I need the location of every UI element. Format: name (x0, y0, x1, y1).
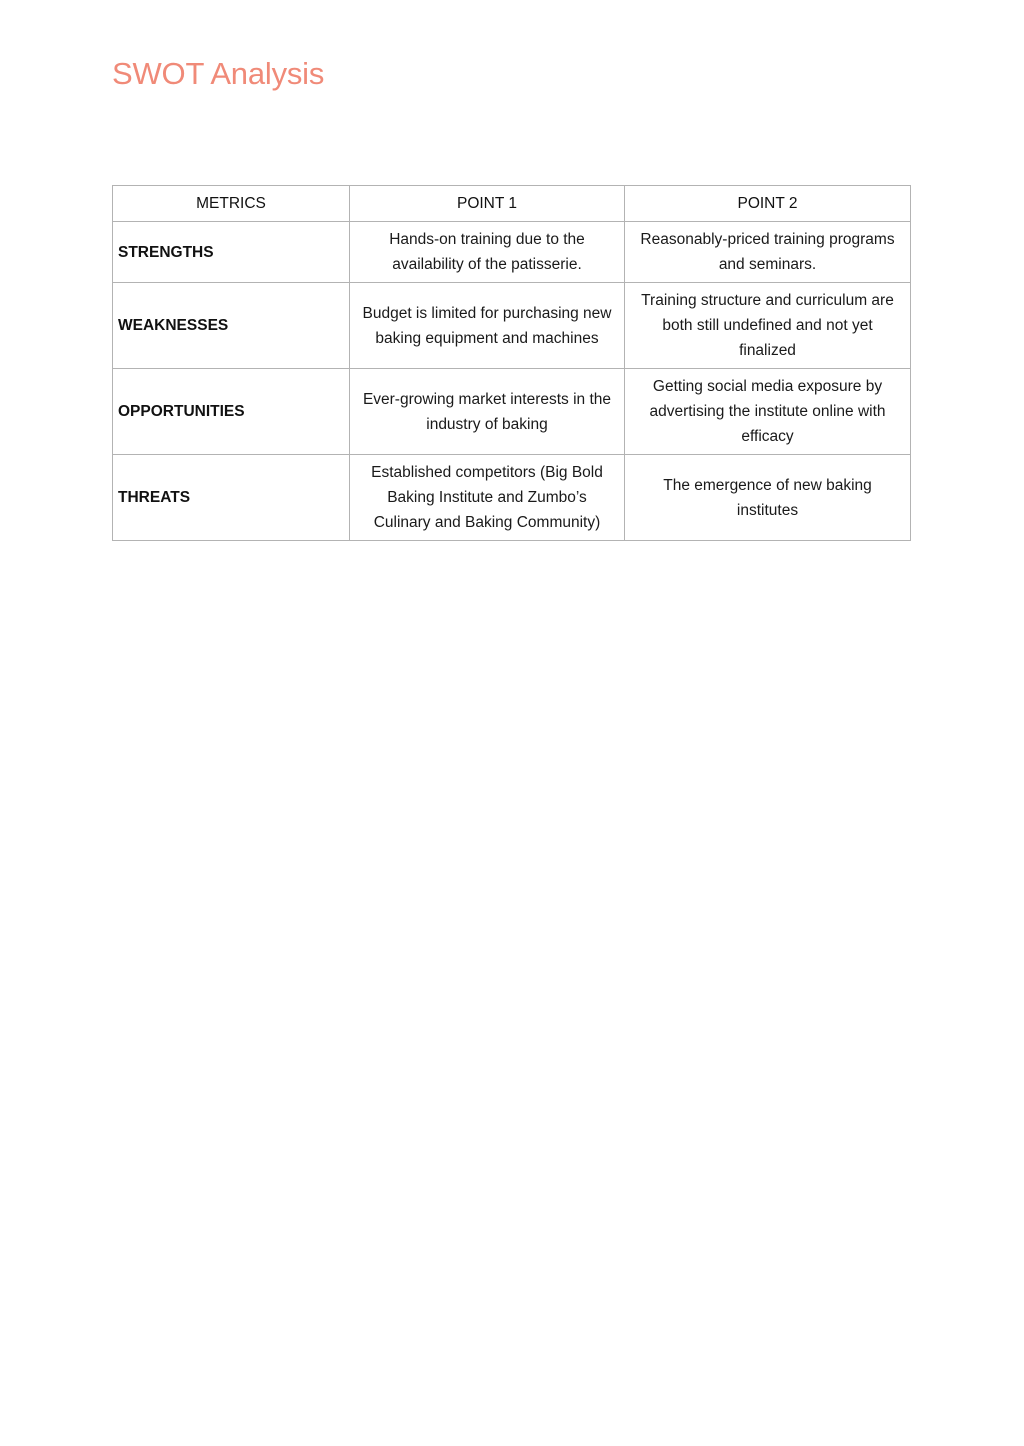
table-row-strengths (113, 222, 911, 283)
point-1-cell: Hands-on training due to the availability of the patisserie. (350, 222, 625, 283)
table-row-opportunities (113, 369, 911, 455)
metric-cell: OPPORTUNITIES (113, 369, 350, 455)
point-1-cell: Budget is limited for purchasing new baking equipment and machines (350, 283, 625, 369)
header-point-2: POINT 2 (625, 186, 911, 222)
page-title: SWOT Analysis (112, 56, 325, 91)
table-row-threats (113, 455, 911, 541)
swot-table (112, 185, 911, 541)
metric-cell: STRENGTHS (113, 222, 350, 283)
point-2-cell: Reasonably-priced training programs and seminars. (625, 222, 911, 283)
point-2-cell: The emergence of new baking institutes (625, 455, 911, 541)
table-row-weaknesses (113, 283, 911, 369)
header-point-1: POINT 1 (350, 186, 625, 222)
metric-cell: WEAKNESSES (113, 283, 350, 369)
point-2-cell: Training structure and curriculum are both still undefined and not yet finalized (625, 283, 911, 369)
point-2-cell: Getting social media exposure by advertising the institute online with efficacy (625, 369, 911, 455)
point-1-cell: Ever-growing market interests in the industry of baking (350, 369, 625, 455)
table-header-row (113, 186, 911, 222)
point-1-cell: Established competitors (Big Bold Baking Institute and Zumbo’s Culinary and Baking Community) (350, 455, 625, 541)
header-metrics: METRICS (113, 186, 350, 222)
metric-cell: THREATS (113, 455, 350, 541)
